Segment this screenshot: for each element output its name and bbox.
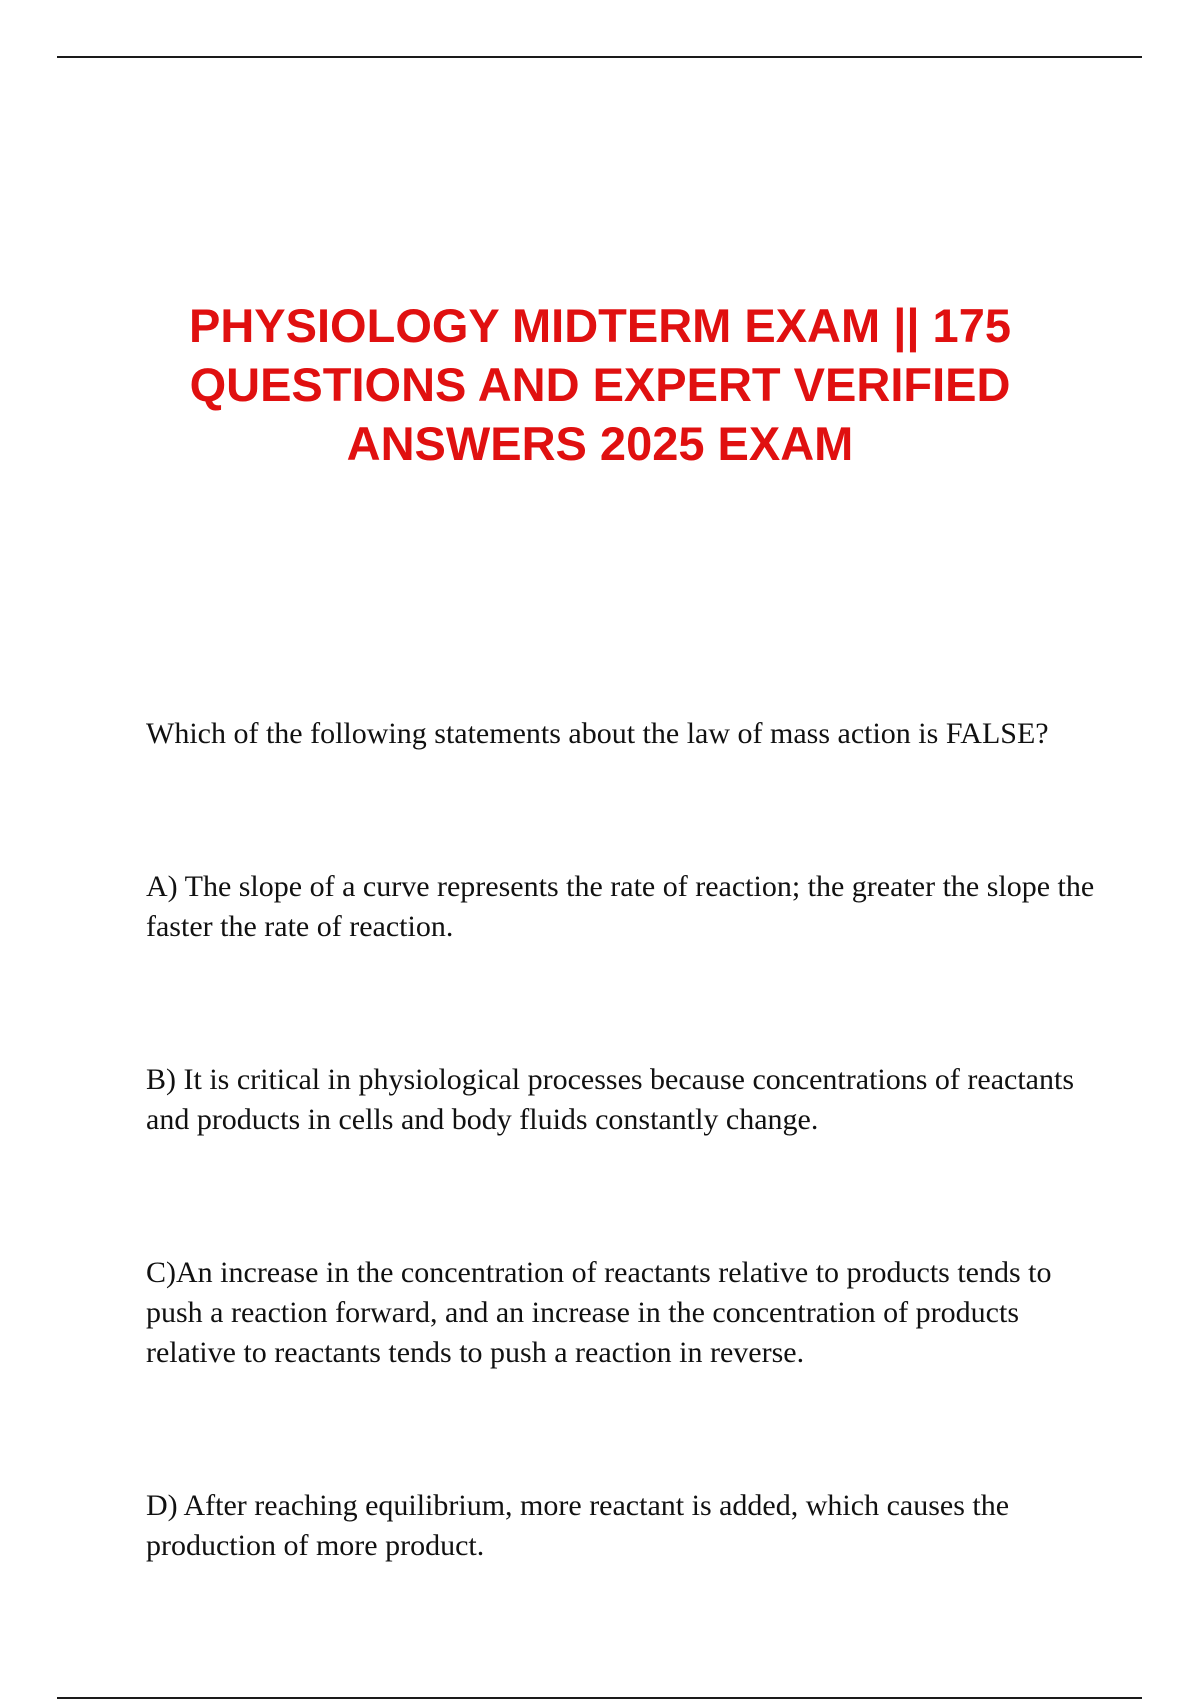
option-c: C)An increase in the concentration of reactants relative to products tends to push a reaction forward, and an increase in the concentration of products relative to reactants tends to push a reaction in reverse. bbox=[146, 1256, 1052, 1369]
document-title: PHYSIOLOGY MIDTERM EXAM || 175 QUESTIONS AND EXPERT VERIFIED ANSWERS 2025 EXAM bbox=[189, 299, 1011, 470]
footer-divider bbox=[57, 1697, 1142, 1699]
question-block bbox=[146, 714, 1096, 1566]
question-text: Which of the following statements about the law of mass action is FALSE? bbox=[146, 717, 1049, 750]
option-a: A) The slope of a curve represents the rate of reaction; the greater the slope the faster the rate of reaction. bbox=[146, 870, 1095, 943]
header-divider bbox=[57, 56, 1142, 58]
option-b: B) It is critical in physiological processes because concentrations of reactants and products in cells and body fluids constantly change. bbox=[146, 1063, 1075, 1136]
option-d: D) After reaching equilibrium, more reactant is added, which causes the production of more product. bbox=[146, 1489, 1010, 1562]
